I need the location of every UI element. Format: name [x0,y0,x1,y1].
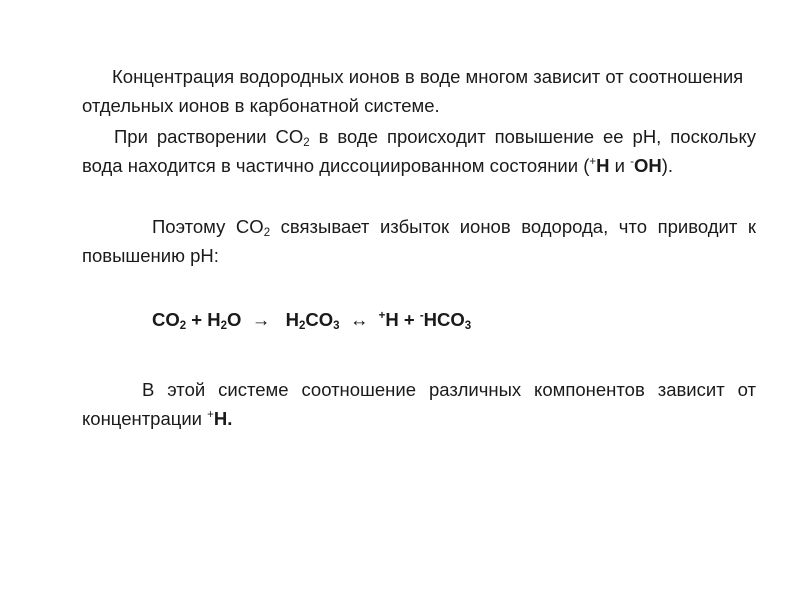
text-segment: ). [661,155,674,176]
eq-subscript: 3 [333,320,340,332]
text-segment: Поэтому CO [152,216,264,237]
ion-symbol: H [596,155,610,176]
paragraph-concentration-text: Концентрация водородных ионов в воде многом зависит от соотношения отдельных ионов в карбонатной системе. [82,66,744,116]
subscript: 2 [263,227,271,239]
eq-h: H [285,309,299,330]
paragraph-concentration [82,62,756,120]
eq-arrow-right: → [241,309,286,330]
eq-h: H [207,309,221,330]
superscript: - [630,156,634,168]
ion-symbol: H. [213,408,233,429]
eq-hco: HCO [423,309,465,330]
eq-co: CO [152,309,180,330]
superscript: + [589,156,597,168]
eq-plus: + [398,309,420,330]
eq-superscript: - [419,310,424,322]
text-segment: и [609,155,631,176]
subscript: 2 [303,137,310,149]
eq-plus: + [186,309,208,330]
eq-o: O [227,309,242,330]
eq-h-ion: H [385,309,399,330]
eq-subscript: 2 [220,320,228,332]
chemical-equation [152,305,471,335]
superscript: + [207,409,214,421]
text-segment: При растворении CO [114,126,304,147]
paragraph-system [82,375,756,433]
text-segment: в воде происходит повышение ее pH, поскольку вода находится в частично диссоциированном состоянии ( [82,126,757,176]
ion-symbol: OH [633,155,662,176]
paragraph-binding [82,212,756,270]
eq-superscript: + [378,310,386,322]
paragraph-dissolution [82,122,756,180]
eq-arrow-both: ↔ [339,309,379,330]
eq-subscript: 2 [299,320,306,332]
eq-co: CO [305,309,334,330]
eq-subscript: 2 [179,320,187,332]
text-segment: В этой системе соотношение различных компонентов зависит от концентрации [82,379,756,429]
text-segment: связывает избыток ионов водорода, что приводит к повышению pH: [82,216,756,266]
eq-subscript: 3 [464,320,472,332]
